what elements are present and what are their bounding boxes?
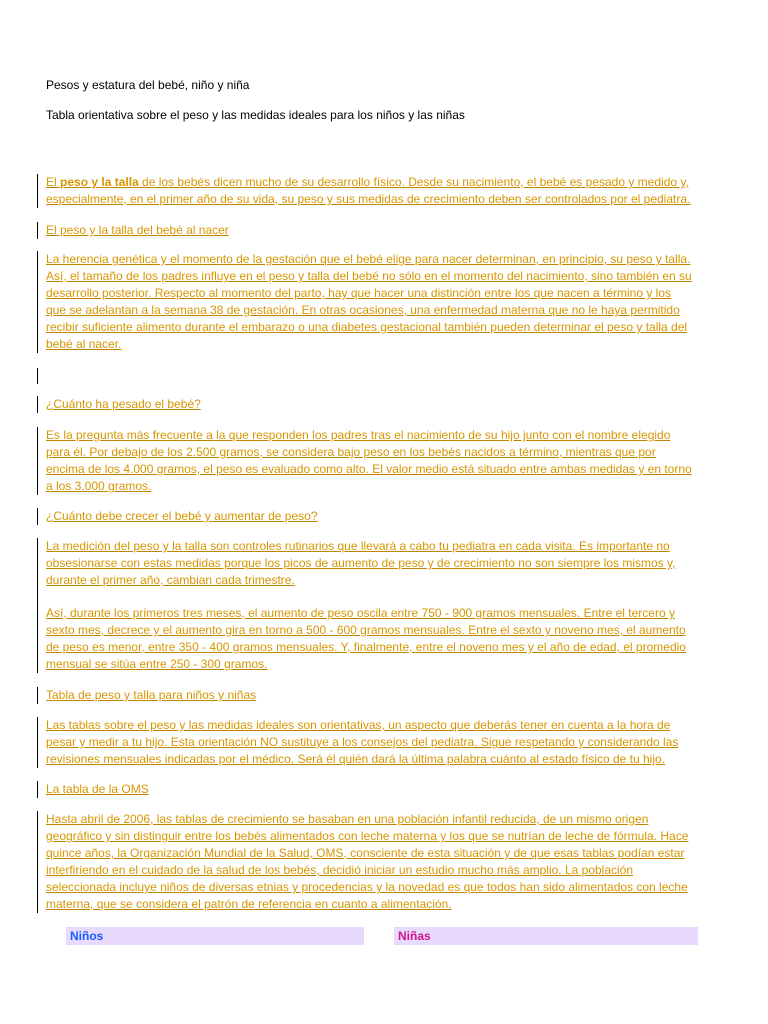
crecer-line: mensual se sitúa entre 250 - 300 gramos. [46,657,268,671]
oms-paragraph[interactable] [46,811,727,913]
document-title: Pesos y estatura del bebé, niño y niña [46,78,250,92]
tabla-line: pesar y medir a tu hijo. Esta orientación NO sustituye a los consejos del pediatra. Sigue respetando y considerando las [46,735,679,749]
oms-paragraph-block [37,811,727,913]
intro-paragraph-block [37,174,727,208]
oms-heading-block [37,781,727,798]
nacer-line: recibir suficiente alimento durante el embarazo o una diabetes gestacional también pueden determinar el peso y talla del [46,320,688,334]
intro-bold-link[interactable]: peso y la talla [60,175,139,189]
pesado-paragraph-block [37,427,727,495]
crecer-line: de peso es menor, entre 350 - 400 gramos mensuales. Y, finalmente, entre el noveno mes y el año de edad, el promedio [46,640,686,654]
intro-pre: El [46,175,61,189]
nacer-heading-block [37,222,727,239]
pesado-heading-link[interactable]: ¿Cuánto ha pesado el bebé? [46,397,201,411]
tabla-paragraph[interactable] [46,717,727,768]
nacer-heading-link[interactable]: El peso y la talla del bebé al nacer [46,223,229,237]
tabla-paragraph-block [37,717,727,768]
nacer-line: que se adelantan a la semana 38 de gestación. En otras ocasiones, una enfermedad materna que no le haya permitido [46,303,680,317]
nacer-line: bebé al nacer. [46,337,122,351]
crecer-paragraph-a[interactable] [46,538,727,589]
crecer-line: La medición del peso y la talla son controles rutinarios que llevará a cabo tu pediatra en cada visita. Es importante no [46,539,670,553]
pesado-line: para él. Por debajo de los 2.500 gramos, se considera bajo peso en los bebés nacidos a término, mientras que por [46,445,656,459]
oms-heading-link[interactable]: La tabla de la OMS [46,782,149,796]
crecer-line: Así, durante los primeros tres meses, el aumento de peso oscila entre 750 - 900 gramos mensuales. Entre el tercero y [46,606,675,620]
crecer-line: sexto mes, decrece y el aumento gira en torno a 500 - 600 gramos mensuales. Entre el sexto y noveno mes, el aumento [46,623,686,637]
tabla-heading-link[interactable]: Tabla de peso y talla para niños y niñas [46,688,257,702]
nacer-line: La herencia genética y el momento de la gestación que el bebé elige para nacer determinan, en principio, su peso y talla. [46,252,691,266]
crecer-paragraph-block [37,538,727,673]
pesado-line: encima de los 4.000 gramos, el peso es evaluado como alto. El valor medio está situado entre ambas medidas y en torno [46,462,692,476]
oms-line: quince años, la Organización Mundial de la Salud, OMS, consciente de esta situación y de que esas tablas podían estar [46,846,685,860]
crecer-paragraph-b[interactable] [46,605,727,673]
pesado-heading-block [37,396,727,413]
pesado-paragraph[interactable] [46,427,727,495]
oms-line: geográfico y sin distinguir entre los bebés alimentados con leche materna y los que se nutrían de leche de fórmula. Hace [46,829,689,843]
crecer-heading-link[interactable]: ¿Cuánto debe crecer el bebé y aumentar de peso? [46,509,318,523]
intro-line2: especialmente, en el primer año de su vida, su peso y sus medidas de crecimiento deben ser controlados por el pediatra. [46,192,691,206]
table-header-ninas [394,927,698,945]
oms-line: materna, que se considera el patrón de referencia en cuanto a alimentación. [46,897,452,911]
nacer-line: Así, el tamaño de los padres influye en el peso y talla del bebé no sólo en el momento del nacimiento, sino también en su [46,269,692,283]
pesado-line: a los 3.000 gramos. [46,479,152,493]
crecer-heading-block [37,508,727,525]
oms-line: interfiriendo en el cuidado de la salud de los bebés, decidió iniciar un estudio mucho más amplio. La población [46,863,634,877]
crecer-line: obsesionarse con estas medidas porque los picos de aumento de peso y de crecimiento no son siempre los mismos y, [46,556,676,570]
tabla-line: Las tablas sobre el peso y las medidas ideales son orientativas, un aspecto que deberás tener en cuenta a la hora de [46,718,671,732]
table-header-ninos-label: Niños [70,929,104,943]
nacer-paragraph[interactable] [46,251,727,353]
crecer-line: durante el primer año, cambian cada trimestre. [46,573,295,587]
table-header-ninos [66,927,364,945]
empty-block-marker [37,368,38,384]
nacer-paragraph-block [37,251,727,353]
pesado-line: Es la pregunta más frecuente a la que responden los padres tras el nacimiento de su hijo junto con el nombre elegido [46,428,671,442]
intro-line1-rest: de los bebés dicen mucho de su desarrollo físico. Desde su nacimiento, el bebé es pesado y medido y, [138,175,689,189]
tabla-line: revisiones mensuales indicadas por el médico. Será él quién dará la última palabra cuánto al estado físico de tu hijo. [46,752,666,766]
oms-line: seleccionada incluye niños de diversas etnias y procedencias y la novedad es que todos han sido alimentados con leche [46,880,688,894]
tabla-heading-block [37,687,727,704]
document-subtitle: Tabla orientativa sobre el peso y las medidas ideales para los niños y las niñas [46,108,465,122]
table-header-ninas-label: Niñas [398,929,431,943]
oms-line: Hasta abril de 2006, las tablas de crecimiento se basaban en una población infantil reducida, de un mismo origen [46,812,649,826]
intro-paragraph[interactable] [46,174,727,208]
nacer-line: desarrollo posterior. Respecto al momento del parto, hay que hacer una distinción entre los que nacen a término y los [46,286,672,300]
